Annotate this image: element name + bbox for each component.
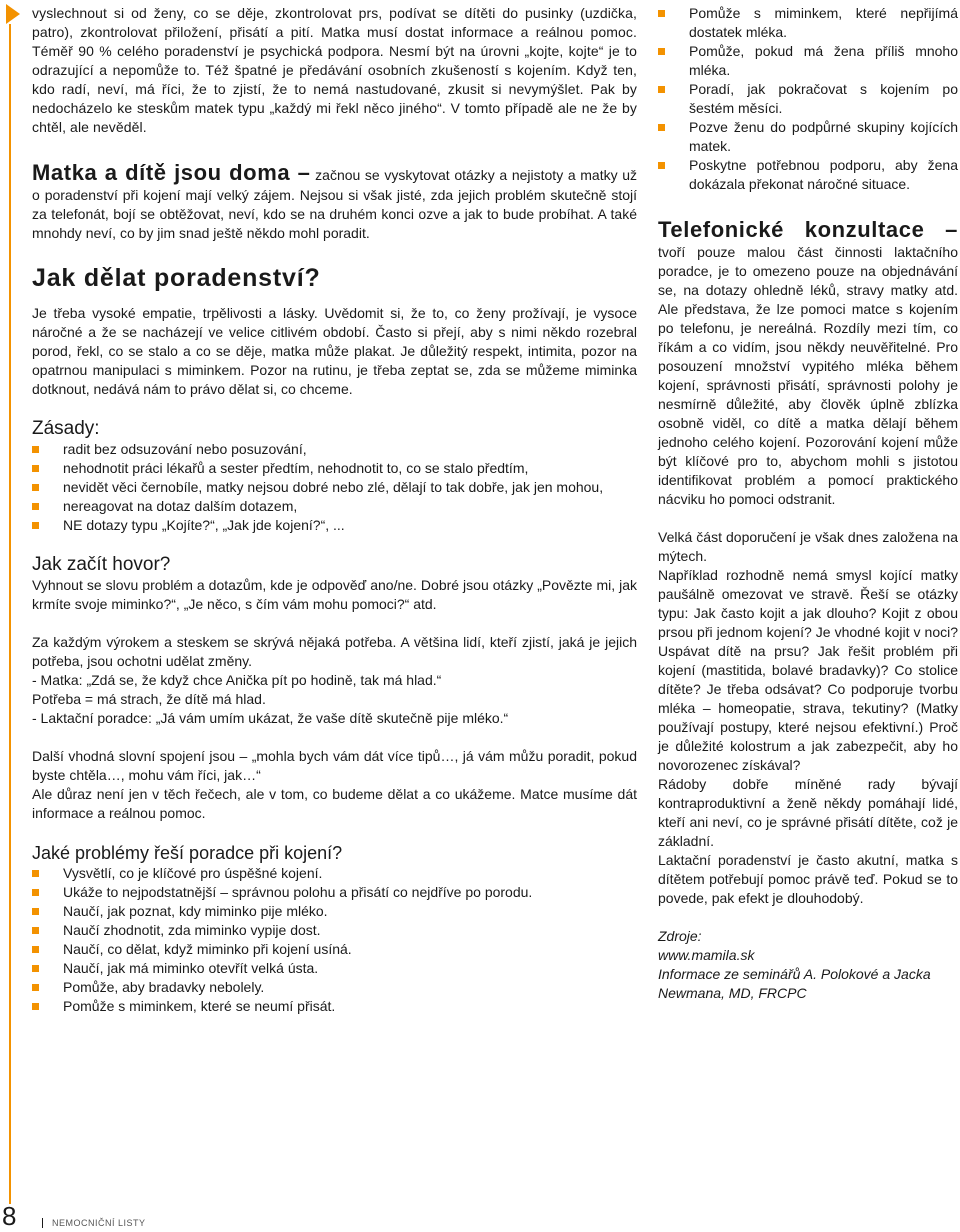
- sources-label: Zdroje:: [658, 928, 702, 944]
- publication-name: NEMOCNIČNÍ LISTY: [52, 1218, 146, 1228]
- list-item: Pomůže s miminkem, které se neumí přisát.: [32, 997, 637, 1016]
- problems-list: [32, 864, 637, 1016]
- margin-rule: [9, 24, 11, 1204]
- start-heading: Jak začít hovor?: [32, 554, 171, 575]
- right-column: [658, 4, 958, 1003]
- list-item: Naučí, co dělat, když miminko při kojení usíná.: [32, 940, 637, 959]
- start-paragraph-2c: Potřeba = má strach, že dítě má hlad.: [32, 691, 266, 707]
- list-item: nevidět věci černobíle, matky nejsou dobré nebo zlé, dělají to tak dobře, jak jen mohou,: [32, 478, 637, 497]
- list-item: Naučí, jak má miminko otevřít velká ústa.: [32, 959, 637, 978]
- problems-list-continued: [658, 4, 958, 194]
- sources-citation: Informace ze seminářů A. Polokové a Jacka Newmana, MD, FRCPC: [658, 966, 931, 1001]
- phone-heading: Telefonické konzultace –: [658, 217, 958, 242]
- list-item: nereagovat na dotaz dalším dotazem,: [32, 497, 637, 516]
- myths-paragraph-4: Laktační poradenství je často akutní, matka s dítětem potřebují pomoc právě teď. Pokud se to povede, pak efekt je dlouhodobý.: [658, 852, 958, 906]
- list-item: Ukáže to nejpodstatnější – správnou polohu a přisátí co nejdříve po porodu.: [32, 883, 637, 902]
- list-item: Naučí, jak poznat, kdy miminko pije mléko.: [32, 902, 637, 921]
- phone-text: tvoří pouze malou část činnosti laktačního poradce, je to omezeno pouze na objednávání se, na dotazy ohledně léků, stravy matky atd. Ale představa, že lze pomoci matce s kojením po telefonu, je nereálná. Rozdíly mezi tím, co říkám a co vidím, jsou někdy neuvěřitelné. Pro posouzení množství vypitého mléka během kojení, správnosti přisátí, správnosti polohy je nesmírně důležité, aby člověk úplně zblízka osobně viděl, co dítě a matka dělají během jednoho celého kojení. Pozorování kojení může být klíčové pro to, abychom mohli s jistotou identifikovat problém a pomocí praktického nácviku ho pomoci odstranit.: [658, 244, 958, 507]
- page-number: 8: [2, 1201, 17, 1231]
- list-item: Poskytne potřebnou podporu, aby žena dokázala překonat náročné situace.: [658, 156, 958, 194]
- start-paragraph-2d: - Laktační poradce: „Já vám umím ukázat, že vaše dítě skutečně pije mléko.“: [32, 710, 509, 726]
- list-item: Vysvětlí, co je klíčové pro úspěšné kojení.: [32, 864, 637, 883]
- footer-divider: [42, 1218, 43, 1228]
- how-paragraph: Je třeba vysoké empatie, trpělivosti a lásky. Uvědomit si, že to, co ženy prožívají, je vysoce náročné a že se nacházejí ve velice citlivém období. Často si přejí, aby s nimi někdo rozebral porod, řekl, co se stalo a co se děje, matka může plakat. Je důležitý respekt, intimita, pozor na opatrnou manipulaci s miminkem. Pozor na rutinu, je třeba zeptat se, zda se můžeme miminka dotknout, nedává nám to právo dělat si, co chceme.: [32, 305, 637, 397]
- sources-link[interactable]: www.mamila.sk: [658, 947, 755, 963]
- list-item: Naučí zhodnotit, zda miminko vypije dost.: [32, 921, 637, 940]
- list-item: Pozve ženu do podpůrné skupiny kojících matek.: [658, 118, 958, 156]
- home-section: [32, 160, 637, 243]
- start-paragraph-3b: Ale důraz není jen v těch řečech, ale v tom, co budeme dělat a co ukážeme. Matce musíme dát informace a reálnou pomoc.: [32, 786, 637, 821]
- list-item: radit bez odsuzování nebo posuzování,: [32, 440, 637, 459]
- phone-section: [658, 217, 958, 509]
- corner-arrow-icon: [6, 4, 20, 24]
- myths-paragraph-1: Velká část doporučení je však dnes založena na mýtech.: [658, 529, 958, 564]
- problems-heading: Jaké problémy řeší poradce při kojení?: [32, 843, 343, 863]
- list-item: nehodnotit práci lékařů a sester předtím, nehodnotit to, co se stalo předtím,: [32, 459, 637, 478]
- start-paragraph-3a: Další vhodná slovní spojení jsou – „mohla bych vám dát více tipů…, já vám můžu poradit, pokud byste chtěla…, mohu vám říci, jak…“: [32, 748, 637, 783]
- start-paragraph-2b: - Matka: „Zdá se, že když chce Anička pít po hodině, tak má hlad.“: [32, 672, 442, 688]
- home-text: začnou se vyskytovat otázky a nejistoty a matky už o poradenství při kojení mají velký zájem. Nejsou si však jisté, zda jejich problém skutečně stojí za telefonát, bojí se obtěžovat, neví, kdo se na druhém konci ozve a jak to bude probíhat. A také mnohdy neví, co by jim snad ještě někdo mohl poradit.: [32, 167, 638, 241]
- list-item: Pomůže, aby bradavky nebolely.: [32, 978, 637, 997]
- page-footer: [0, 1196, 300, 1232]
- rules-list: [32, 440, 637, 535]
- left-column: [32, 4, 637, 1016]
- how-heading: Jak dělat poradenství?: [32, 264, 321, 292]
- list-item: NE dotazy typu „Kojíte?“, „Jak jde kojení?“, ...: [32, 516, 637, 535]
- list-item: Pomůže, pokud má žena příliš mnoho mléka.: [658, 42, 958, 80]
- list-item: Pomůže s miminkem, které nepřijímá dostatek mléka.: [658, 4, 958, 42]
- myths-paragraph-2: Například rozhodně nemá smysl kojící matky paušálně omezovat ve stravě. Řeší se otázky typu: Jak často kojit a jak dlouho? Kojit z obou prsou při jednom kojení? Je vhodné kojit v noci? Uspávat dítě na prsu? Jak řešit problém při kojení (mastitida, bolavé bradavky)? Co stolice dítěte? Je třeba odsávat? Co podporuje tvorbu mléka – homeopatie, strava, tekutiny? (Matky používají postupy, které nejsou efektivní.) Proč je důležité kolostrum a jak zabezpečit, aby ho novorozenec získával?: [658, 567, 958, 773]
- home-heading: Matka a dítě jsou doma –: [32, 160, 311, 185]
- start-paragraph-2a: Za každým výrokem a steskem se skrývá nějaká potřeba. A většina lidí, kteří zjistí, jaká je jejich potřeba, jsou ochotni udělat změny.: [32, 634, 637, 669]
- myths-paragraph-3: Rádoby dobře míněné rady bývají kontraproduktivní a ženě někdy pomáhají lidé, kteří ani neví, co je správné přisátí dítěte, což je základní.: [658, 776, 958, 849]
- rules-heading: Zásady:: [32, 418, 100, 439]
- intro-paragraph: vyslechnout si od ženy, co se děje, zkontrolovat prs, podívat se dítěti do pusinky (uzdička, patro), zkontrolovat přiložení, přisátí a pití. Matka musí dostat informace a reálnou pomoc. Téměř 90 % celého poradenství je psychická podpora. Nesmí být na úrovni „kojte, kojte“ je to odrazující a nepomůže to. Též špatné je předávání osobních zkušeností s kojením. Když ten, kdo radí, neví, má říci, že to zjistí, že to nemá nastudované, zkusit si nevymýšlet. Pak by nedocházelo ke steskům matek typu „každý mi řekl něco jiného“. V tomto případě ale ne že by chtěl, ale nevěděl.: [32, 5, 637, 135]
- start-paragraph-1: Vyhnout se slovu problém a dotazům, kde je odpověď ano/ne. Dobré jsou otázky „Povězte mi, jak krmíte svoje miminko?“, „Je něco, s čím vám mohu pomoci?“ atd.: [32, 577, 637, 612]
- list-item: Poradí, jak pokračovat s kojením po šestém měsíci.: [658, 80, 958, 118]
